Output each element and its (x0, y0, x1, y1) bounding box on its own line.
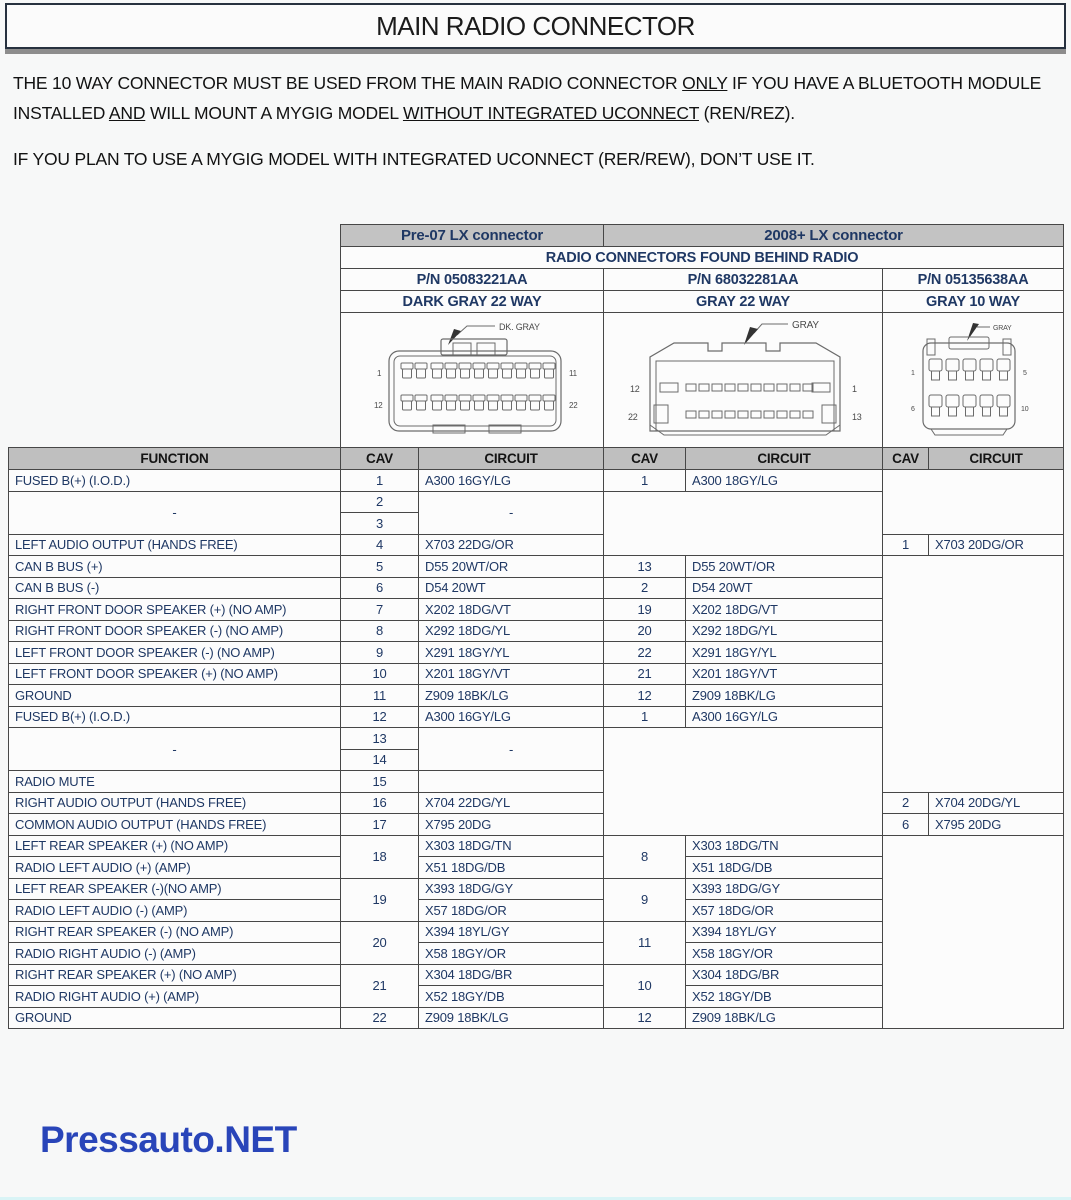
function-cell: RADIO RIGHT AUDIO (+) (AMP) (9, 986, 341, 1008)
connector-diagram-10way-gray (883, 313, 1064, 448)
cav-cell: 12 (604, 685, 686, 707)
diagram1-pin-22: 22 (569, 401, 578, 410)
table-row (9, 470, 1064, 492)
cav-cell: 20 (604, 620, 686, 642)
cav-cell: 19 (604, 599, 686, 621)
circuit-cell: X703 20DG/OR (929, 534, 1064, 556)
cav-cell: 20 (341, 921, 419, 964)
circuit-cell: X57 18DG/OR (419, 900, 604, 922)
cav-cell: 12 (604, 1007, 686, 1029)
table-row (9, 534, 1064, 556)
function-cell: RIGHT FRONT DOOR SPEAKER (+) (NO AMP) (9, 599, 341, 621)
diagram3-pin-10: 10 (1021, 406, 1029, 413)
spacer-cell (9, 291, 341, 313)
cav-cell: 21 (341, 964, 419, 1007)
diagram3-label: GRAY (993, 325, 1012, 332)
function-cell: RADIO LEFT AUDIO (-) (AMP) (9, 900, 341, 922)
circuit-cell: X795 20DG (929, 814, 1064, 836)
cav-cell: 22 (341, 1007, 419, 1029)
diagram1-pin-11: 11 (569, 369, 577, 378)
cav-cell: 8 (341, 620, 419, 642)
function-cell: GROUND (9, 1007, 341, 1029)
circuit-cell: A300 16GY/LG (686, 706, 883, 728)
cav-cell: 19 (341, 878, 419, 921)
spacer-cell (9, 247, 341, 269)
circuit-cell: X292 18DG/YL (686, 620, 883, 642)
spacer-cell (9, 225, 341, 247)
function-cell: RIGHT FRONT DOOR SPEAKER (-) (NO AMP) (9, 620, 341, 642)
empty-cell (883, 470, 1064, 535)
circuit-cell: X202 18DG/VT (419, 599, 604, 621)
circuit-cell: X394 18YL/GY (686, 921, 883, 943)
column-header-circuit-3: CIRCUIT (929, 448, 1064, 470)
cav-cell: 13 (341, 728, 419, 750)
function-cell: COMMON AUDIO OUTPUT (HANDS FREE) (9, 814, 341, 836)
diagram2-label: GRAY (792, 320, 819, 331)
circuit-cell: A300 18GY/LG (686, 470, 883, 492)
diagram3-pin-5: 5 (1023, 370, 1027, 377)
circuit-cell: X52 18GY/DB (686, 986, 883, 1008)
column-header-cav-2: CAV (604, 448, 686, 470)
function-cell: RIGHT REAR SPEAKER (-) (NO AMP) (9, 921, 341, 943)
empty-cell (604, 728, 883, 836)
circuit-cell: X58 18GY/OR (686, 943, 883, 965)
pin-table (8, 224, 1064, 1029)
diagram2-pin-tr: 1 (852, 384, 857, 394)
circuit-cell: D55 20WT/OR (686, 556, 883, 578)
circuit-cell: X394 18YL/GY (419, 921, 604, 943)
cav-cell: 2 (883, 792, 929, 814)
cav-cell: 17 (341, 814, 419, 836)
circuit-cell: D54 20WT (686, 577, 883, 599)
connector-diagram-22way-dark-gray (341, 313, 604, 448)
circuit-cell (419, 771, 604, 793)
cav-cell: 10 (341, 663, 419, 685)
circuit-cell: X51 18DG/DB (686, 857, 883, 879)
empty-cell (604, 491, 883, 556)
connector-type-2: GRAY 22 WAY (604, 291, 883, 313)
column-header-function: FUNCTION (9, 448, 341, 470)
column-header-cav-1: CAV (341, 448, 419, 470)
part-number-2: P/N 68032281AA (604, 269, 883, 291)
cav-cell: 16 (341, 792, 419, 814)
function-cell: FUSED B(+) (I.O.D.) (9, 470, 341, 492)
part-number-1: P/N 05083221AA (341, 269, 604, 291)
cav-cell: 1 (341, 470, 419, 492)
intro-line-2: INSTALLED AND WILL MOUNT A MYGIG MODEL WITHOUT INTEGRATED UCONNECT (REN/REZ). (13, 103, 795, 123)
watermark: Pressauto.NET (40, 1119, 297, 1160)
function-cell: LEFT REAR SPEAKER (+) (NO AMP) (9, 835, 341, 857)
diagram1-label: DK. GRAY (499, 322, 540, 332)
function-cell: FUSED B(+) (I.O.D.) (9, 706, 341, 728)
cav-cell: 21 (604, 663, 686, 685)
connector-type-3: GRAY 10 WAY (883, 291, 1064, 313)
function-cell: RADIO MUTE (9, 771, 341, 793)
diagram1-pin-1: 1 (377, 369, 382, 378)
intro-paragraph-1 (13, 68, 1061, 128)
column-header-circuit-1: CIRCUIT (419, 448, 604, 470)
circuit-cell: A300 16GY/LG (419, 706, 604, 728)
circuit-cell: Z909 18BK/LG (419, 1007, 604, 1029)
cav-cell: 1 (604, 706, 686, 728)
column-header-cav-3: CAV (883, 448, 929, 470)
circuit-cell: X393 18DG/GY (419, 878, 604, 900)
function-cell: - (9, 491, 341, 534)
function-cell: RADIO LEFT AUDIO (+) (AMP) (9, 857, 341, 879)
cav-cell: 1 (604, 470, 686, 492)
header-pre07-connector: Pre-07 LX connector (341, 225, 604, 247)
function-cell: - (9, 728, 341, 771)
cav-cell: 3 (341, 513, 419, 535)
circuit-cell: X57 18DG/OR (686, 900, 883, 922)
circuit-cell: X291 18GY/YL (686, 642, 883, 664)
circuit-cell: X704 22DG/YL (419, 792, 604, 814)
circuit-cell: X201 18GY/VT (686, 663, 883, 685)
cav-cell: 15 (341, 771, 419, 793)
cav-cell: 8 (604, 835, 686, 878)
column-header-circuit-2: CIRCUIT (686, 448, 883, 470)
connector-type-1: DARK GRAY 22 WAY (341, 291, 604, 313)
circuit-cell: X201 18GY/VT (419, 663, 604, 685)
cav-cell: 9 (604, 878, 686, 921)
circuit-cell: X703 22DG/OR (419, 534, 604, 556)
underlined-only: ONLY (682, 73, 728, 93)
diagram2-pin-bl: 22 (628, 412, 638, 422)
diagram3-pin-1: 1 (911, 370, 915, 377)
page-title-text: MAIN RADIO CONNECTOR (376, 10, 695, 41)
part-number-3: P/N 05135638AA (883, 269, 1064, 291)
cav-cell: 4 (341, 534, 419, 556)
circuit-cell: X292 18DG/YL (419, 620, 604, 642)
diagram2-pin-br: 13 (852, 412, 862, 422)
circuit-cell: X202 18DG/VT (686, 599, 883, 621)
spacer-cell (9, 313, 341, 448)
circuit-cell: X704 20DG/YL (929, 792, 1064, 814)
circuit-cell: Z909 18BK/LG (686, 685, 883, 707)
title-underbar (5, 49, 1066, 54)
connector-diagram-22way-gray (604, 313, 883, 448)
cav-cell: 18 (341, 835, 419, 878)
function-cell: LEFT AUDIO OUTPUT (HANDS FREE) (9, 534, 341, 556)
cav-cell: 22 (604, 642, 686, 664)
circuit-cell: X795 20DG (419, 814, 604, 836)
cav-cell: 6 (883, 814, 929, 836)
intro-paragraph-2: IF YOU PLAN TO USE A MYGIG MODEL WITH INTEGRATED UCONNECT (RER/REW), DON’T USE IT. (13, 149, 815, 169)
diagram2-pin-tl: 12 (630, 384, 640, 394)
circuit-cell: X291 18GY/YL (419, 642, 604, 664)
empty-cell (883, 835, 1064, 1029)
cav-cell: 2 (604, 577, 686, 599)
function-cell: LEFT FRONT DOOR SPEAKER (-) (NO AMP) (9, 642, 341, 664)
circuit-cell: Z909 18BK/LG (419, 685, 604, 707)
circuit-cell: X393 18DG/GY (686, 878, 883, 900)
cav-cell: 5 (341, 556, 419, 578)
circuit-cell: X303 18DG/TN (686, 835, 883, 857)
diagram1-pin-12: 12 (374, 401, 383, 410)
header-behind-radio: RADIO CONNECTORS FOUND BEHIND RADIO (341, 247, 1064, 269)
header-2008-connector: 2008+ LX connector (604, 225, 1064, 247)
cav-cell: 6 (341, 577, 419, 599)
intro-line-1: THE 10 WAY CONNECTOR MUST BE USED FROM THE MAIN RADIO CONNECTOR ONLY IF YOU HAVE A BLUETOOTH MODULE (13, 73, 1042, 93)
diagram3-pin-6: 6 (911, 406, 915, 413)
function-cell: CAN B BUS (+) (9, 556, 341, 578)
cav-cell: 13 (604, 556, 686, 578)
circuit-cell: A300 16GY/LG (419, 470, 604, 492)
circuit-cell: D55 20WT/OR (419, 556, 604, 578)
circuit-cell: X51 18DG/DB (419, 857, 604, 879)
cav-cell: 14 (341, 749, 419, 771)
underlined-and: AND (108, 103, 146, 123)
circuit-cell: X304 18DG/BR (686, 964, 883, 986)
function-cell: CAN B BUS (-) (9, 577, 341, 599)
function-cell: LEFT REAR SPEAKER (-)(NO AMP) (9, 878, 341, 900)
circuit-cell: X304 18DG/BR (419, 964, 604, 986)
cav-cell: 1 (883, 534, 929, 556)
underlined-without-uconnect: WITHOUT INTEGRATED UCONNECT (402, 103, 699, 123)
circuit-cell: X52 18GY/DB (419, 986, 604, 1008)
page-title (5, 3, 1066, 49)
circuit-cell: D54 20WT (419, 577, 604, 599)
function-cell: RIGHT AUDIO OUTPUT (HANDS FREE) (9, 792, 341, 814)
cav-cell: 9 (341, 642, 419, 664)
spacer-cell (9, 269, 341, 291)
function-cell: LEFT FRONT DOOR SPEAKER (+) (NO AMP) (9, 663, 341, 685)
circuit-cell: X303 18DG/TN (419, 835, 604, 857)
cav-cell: 2 (341, 491, 419, 513)
function-cell: GROUND (9, 685, 341, 707)
cav-cell: 12 (341, 706, 419, 728)
table-row (9, 792, 1064, 814)
empty-cell (883, 556, 1064, 793)
circuit-cell: - (419, 491, 604, 534)
circuit-cell: - (419, 728, 604, 771)
cav-cell: 11 (604, 921, 686, 964)
cav-cell: 7 (341, 599, 419, 621)
function-cell: RADIO RIGHT AUDIO (-) (AMP) (9, 943, 341, 965)
table-row (9, 556, 1064, 578)
table-row (9, 814, 1064, 836)
circuit-cell: Z909 18BK/LG (686, 1007, 883, 1029)
cav-cell: 11 (341, 685, 419, 707)
table-row (9, 835, 1064, 857)
cav-cell: 10 (604, 964, 686, 1007)
circuit-cell: X58 18GY/OR (419, 943, 604, 965)
function-cell: RIGHT REAR SPEAKER (+) (NO AMP) (9, 964, 341, 986)
